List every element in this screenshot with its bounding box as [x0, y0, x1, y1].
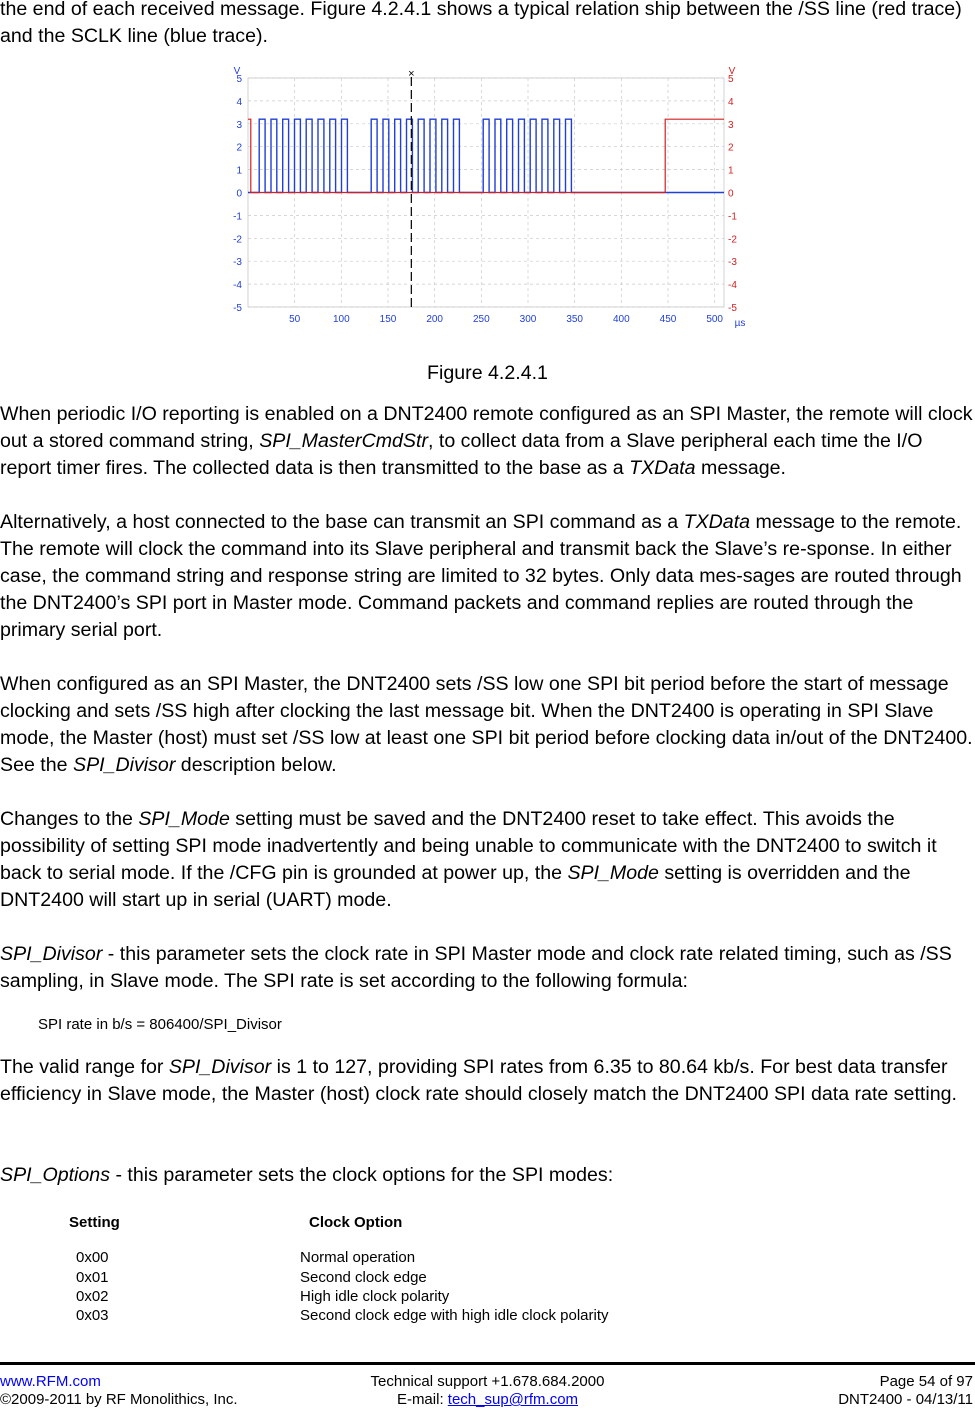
table-cell: 0x00: [76, 1249, 109, 1266]
x-tick-label: 200: [426, 314, 444, 325]
paragraph-periodic-io: When periodic I/O reporting is enabled on a DNT2400 remote configured as an SPI Master, the remote will clock out a stored command string, SPI_MasterCmdStr, to collect data from a Slave peripheral each time the I/O report timer fires. The collected data is then transmitted to the base as a TXData message.: [0, 403, 973, 479]
x-axis-label: µs: [734, 318, 746, 329]
x-tick-label: 450: [659, 314, 677, 325]
y-axis-label-right: V: [728, 66, 736, 77]
y-tick-label-right: -1: [728, 211, 737, 223]
y-axis-label-left: V: [233, 66, 241, 77]
spi-rate-formula: SPI rate in b/s = 806400/SPI_Divisor: [38, 1016, 282, 1033]
copyright: ©2009-2011 by RF Monolithics, Inc.: [0, 1391, 238, 1408]
y-tick-label-right: 5: [728, 74, 734, 85]
y-tick-label-right: 4: [728, 96, 734, 108]
y-tick-label-right: 0: [728, 188, 734, 200]
y-tick-label-left: 4: [236, 96, 242, 108]
y-tick-label-right: -5: [728, 303, 737, 314]
footer-divider: [0, 1362, 975, 1365]
y-tick-label-right: 2: [728, 142, 734, 154]
cursor-marker: ×: [408, 68, 415, 80]
y-tick-label-left: -4: [233, 280, 242, 292]
y-tick-label-left: 3: [236, 119, 242, 131]
paragraph-divisor-range: The valid range for SPI_Divisor is 1 to 127, providing SPI rates from 6.35 to 80.64 kb/s. For best data transfer efficiency in Slave mode, the Master (host) clock rate should closely match the DNT2400 SPI data rate setting.: [0, 1056, 957, 1105]
y-tick-label-left: -1: [233, 211, 242, 223]
table-cell: 0x03: [76, 1307, 109, 1324]
y-tick-label-right: -4: [728, 280, 737, 292]
table-header-setting: Setting: [69, 1214, 120, 1231]
table-cell: Second clock edge: [300, 1269, 427, 1286]
paragraph-host-command: Alternatively, a host connected to the base can transmit an SPI command as a TXData message to the remote. The remote will clock the command into its Slave peripheral and transmit back the Slave’s re-sponse. In either case, the command string and response string are limited to 32 bytes. Only data mes-sages are routed through the DNT2400’s SPI port in Master mode. Command packets and command replies are routed through the primary serial port.: [0, 511, 962, 641]
y-tick-label-right: -2: [728, 234, 737, 246]
series-ss: [248, 119, 724, 192]
table-cell: 0x01: [76, 1269, 109, 1286]
support-email-line: E-mail: tech_sup@rfm.com: [396, 1391, 579, 1408]
y-tick-label-left: -2: [233, 234, 242, 246]
y-tick-label-left: 2: [236, 142, 242, 154]
website-link[interactable]: www.RFM.com: [0, 1373, 101, 1390]
paragraph-spi-mode: Changes to the SPI_Mode setting must be saved and the DNT2400 reset to take effect. This avoids the possibility of setting SPI mode inadvertently and being unable to communicate with the DNT2400 to switch it back to serial mode. If the /CFG pin is grounded at power up, the SPI_Mode setting is overridden and the DNT2400 will start up in serial (UART) mode.: [0, 808, 937, 911]
y-tick-label-left: 0: [236, 188, 242, 200]
y-tick-label-right: 3: [728, 119, 734, 131]
x-tick-label: 150: [379, 314, 397, 325]
x-tick-label: 500: [706, 314, 724, 325]
y-tick-label-left: -5: [233, 303, 242, 314]
scope-chart: [228, 64, 748, 330]
chart-ticks: [233, 66, 745, 329]
y-tick-label-left: -3: [233, 257, 242, 269]
chart-traces: [248, 119, 724, 192]
page-number: Page 54 of 97: [879, 1373, 973, 1390]
support-phone: Technical support +1.678.684.2000: [370, 1373, 605, 1390]
x-tick-label: 350: [566, 314, 584, 325]
y-tick-label-right: -3: [728, 257, 737, 269]
y-tick-label-left: 1: [236, 165, 242, 177]
intro-paragraph: the end of each received message. Figure 4.2.4.1 shows a typical relation ship between the /SS line (red trace) and the SCLK line (blue trace).: [0, 0, 962, 47]
chart-cursor: [408, 68, 414, 307]
table-cell: 0x02: [76, 1288, 109, 1305]
x-tick-label: 100: [332, 314, 350, 325]
x-tick-label: 300: [519, 314, 537, 325]
doc-revision: DNT2400 - 04/13/11: [838, 1391, 973, 1408]
x-tick-label: 250: [472, 314, 490, 325]
y-tick-label-left: 5: [236, 74, 242, 85]
email-link[interactable]: tech_sup@rfm.com: [447, 1391, 579, 1408]
paragraph-spi-divisor: SPI_Divisor - this parameter sets the clock rate in SPI Master mode and clock rate related timing, such as /SS sampling, in Slave mode. The SPI rate is set according to the following formula:: [0, 943, 952, 992]
figure-caption: Figure 4.2.4.1: [427, 362, 548, 384]
table-cell: Normal operation: [300, 1249, 416, 1266]
table-cell: High idle clock polarity: [300, 1288, 450, 1305]
paragraph-spi-options: SPI_Options - this parameter sets the clock options for the SPI modes:: [0, 1164, 614, 1186]
x-tick-label: 400: [612, 314, 630, 325]
y-tick-label-right: 1: [728, 165, 734, 177]
table-cell: Second clock edge with high idle clock polarity: [300, 1307, 609, 1324]
paragraph-ss-timing: When configured as an SPI Master, the DNT2400 sets /SS low one SPI bit period before the start of message clocking and sets /SS high after clocking the last message bit. When the DNT2400 is operating in SPI Slave mode, the Master (host) must set /SS low at least one SPI bit period before clocking data in/out of the DNT2400. See the SPI_Divisor description below.: [0, 673, 973, 776]
x-tick-label: 50: [289, 314, 301, 325]
series-sclk: [248, 119, 724, 192]
table-header-clock-option: Clock Option: [309, 1214, 403, 1231]
